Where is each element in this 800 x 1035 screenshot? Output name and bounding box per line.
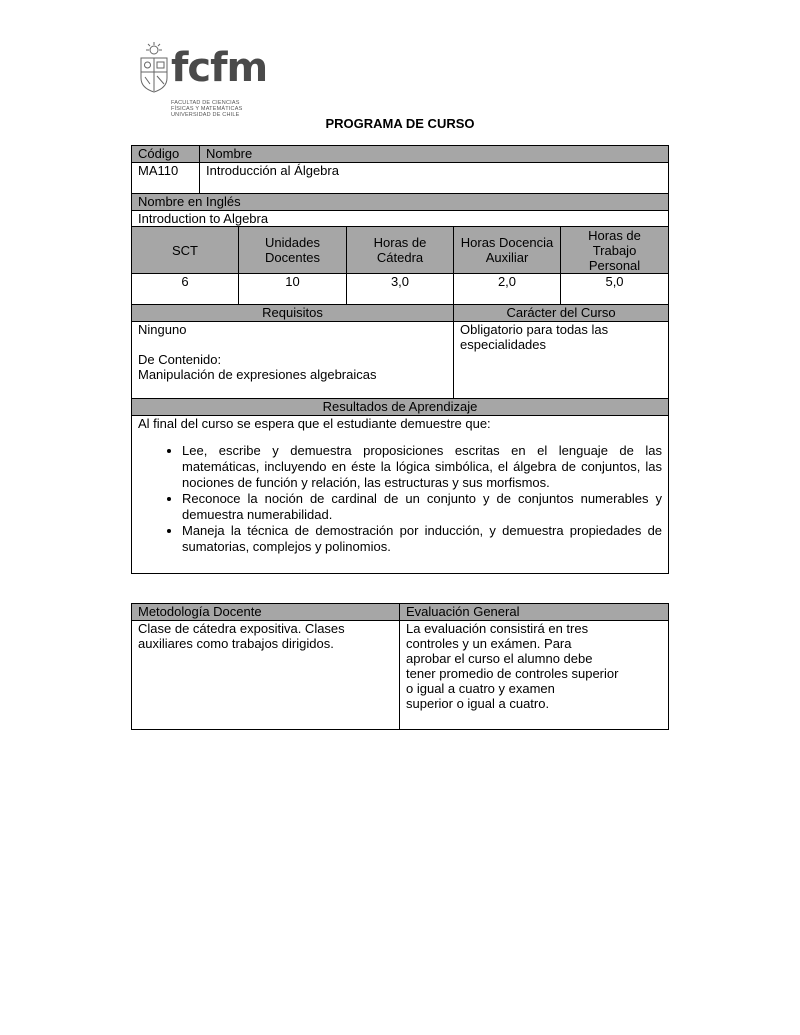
course-code: MA110 [132,163,200,194]
evaluation-header: Evaluación General [400,604,669,621]
fcfm-logo [137,42,268,120]
teaching-units-header: Unidades Docentes [239,227,347,274]
methodology-table [131,603,669,730]
requirements-header: Requisitos [132,305,454,322]
personal-work-hours-header: Horas de Trabajo Personal [561,227,669,274]
sct-value: 6 [132,274,239,305]
sct-header: SCT [132,227,239,274]
learning-results-header: Resultados de Aprendizaje [132,399,669,416]
learning-results-list [138,443,662,555]
logo-subtitle: FACULTAD DE CIENCIAS FÍSICAS Y MATEMÁTICAS UNIVERSIDAD DE CHILE [171,100,243,118]
page-title: PROGRAMA DE CURSO [325,116,475,131]
methodology-text: Clase de cátedra expositiva. Clases auxiliares como trabajos dirigidos. [132,621,400,730]
methodology-header: Metodología Docente [132,604,400,621]
lecture-hours-value: 3,0 [347,274,454,305]
english-name: Introduction to Algebra [132,211,669,227]
list-item: • Lee, escribe y demuestra proposiciones escritas en el lenguaje de las matemáticas, incluyendo en éste la lógica simbólica, el álgebra de conjuntos, las nociones de función y relación, las estructuras y sus morfismos. [182,443,662,491]
personal-work-hours-value: 5,0 [561,274,669,305]
evaluation-cell [400,621,669,730]
name-header: Nombre [200,146,669,163]
evaluation-line: controles y un exámen. Para [406,636,572,651]
evaluation-line: La evaluación consistirá en tres [406,621,589,636]
english-name-header: Nombre en Inglés [132,194,669,211]
course-name: Introducción al Álgebra [200,163,669,194]
evaluation-line: superior o igual a cuatro. [406,696,550,711]
requirements-content-label: De Contenido: [138,352,222,367]
logo-wordmark: fcfm [171,45,268,91]
evaluation-line: aprobar el curso el alumno debe [406,651,593,666]
course-table [131,145,669,574]
requirements-cell [132,322,454,399]
auxiliary-hours-value: 2,0 [454,274,561,305]
lecture-hours-header: Horas de Cátedra [347,227,454,274]
requirements-content: Manipulación de expresiones algebraicas [138,367,377,382]
evaluation-line: tener promedio de controles superior [406,666,619,681]
evaluation-line: o igual a cuatro y examen [406,681,555,696]
code-header: Código [132,146,200,163]
learning-results-cell [132,416,669,574]
list-item: • Maneja la técnica de demostración por inducción, y demuestra propiedades de sumatorias, complejos y polinomios. [182,523,662,555]
requirements-none: Ninguno [138,322,187,337]
character-header: Carácter del Curso [454,305,669,322]
character-text: Obligatorio para todas las especialidades [454,322,669,399]
auxiliary-hours-header: Horas Docencia Auxiliar [454,227,561,274]
learning-results-intro: Al final del curso se espera que el estudiante demuestre que: [138,416,491,431]
teaching-units-value: 10 [239,274,347,305]
university-seal-icon [137,42,171,94]
list-item: • Reconoce la noción de cardinal de un conjunto y de conjuntos numerables y demuestra numerabilidad. [182,491,662,523]
